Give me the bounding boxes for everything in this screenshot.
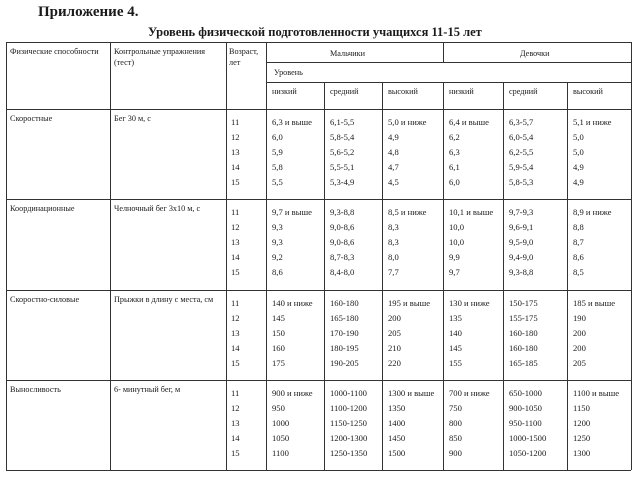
header-age: Возраст, лет [229,47,259,67]
table-cell: 5,9 [272,147,283,157]
age-cell: 13 [231,328,240,338]
col-divider-level-4 [503,82,504,470]
table-cell: 8,6 [573,252,584,262]
age-cell: 15 [231,177,240,187]
table-cell: 950-1100 [509,418,542,428]
table-cell: 165-180 [330,313,359,323]
age-cell: 11 [231,298,240,308]
header-line-gender [266,62,631,63]
col-divider-level-1 [324,82,325,470]
age-cell: 14 [231,433,240,443]
table-cell: 6,0 [449,177,460,187]
table-cell: 8,7 [573,237,584,247]
header-line-level [266,82,631,83]
age-cell: 11 [231,117,240,127]
age-cell: 11 [231,388,240,398]
row-test: Прыжки в длину с места, см [114,295,214,304]
age-cell: 14 [231,252,240,262]
table-cell: 9,7 [449,267,460,277]
age-cell: 13 [231,147,240,157]
table-cell: 9,3-8,8 [330,207,355,217]
age-cell: 15 [231,267,240,277]
row-divider-4 [6,380,631,381]
table-cell: 8,5 и ниже [388,207,427,217]
row-ability: Скоростные [10,114,53,123]
table-cell: 1100 [272,448,289,458]
table-cell: 6,2-5,5 [509,147,534,157]
table-cell: 220 [388,358,401,368]
col-divider-level-2 [382,82,383,470]
row-divider-2 [6,199,631,200]
table-cell: 5,1 и ниже [573,117,612,127]
table-cell: 145 [272,313,285,323]
table-cell: 7,7 [388,267,399,277]
age-cell: 15 [231,448,240,458]
table-cell: 200 [573,343,586,353]
table-cell: 5,5 [272,177,283,187]
table-cell: 200 [388,313,401,323]
table-cell: 8,8 [573,222,584,232]
table-cell: 1000-1500 [509,433,547,443]
age-cell: 12 [231,403,240,413]
table-cell: 190-205 [330,358,359,368]
table-cell: 9,3-8,8 [509,267,534,277]
table-cell: 8,9 и ниже [573,207,612,217]
table-cell: 6,0-5,4 [509,132,534,142]
table-cell: 200 [573,328,586,338]
col-divider-ability [110,42,111,470]
table-cell: 1000-1100 [330,388,367,398]
table-cell: 8,7-8,3 [330,252,355,262]
table-cell: 1150-1250 [330,418,367,428]
header-level-2: средний [330,87,359,96]
table-cell: 155 [449,358,462,368]
table-cell: 9,6-9,1 [509,222,534,232]
table-cell: 160-180 [509,343,538,353]
table-cell: 4,8 [388,147,399,157]
table-cell: 5,0 [573,147,584,157]
table-cell: 5,8-5,4 [330,132,355,142]
age-cell: 14 [231,343,240,353]
header-level-6: высокий [573,87,603,96]
header-test: Контрольные упражнения (тест) [114,47,206,67]
age-cell: 12 [231,313,240,323]
table-cell: 1300 [573,448,591,458]
table-cell: 1100 и выше [573,388,620,398]
table-cell: 9,0-8,6 [330,222,355,232]
table-cell: 5,3-4,9 [330,177,355,187]
table-cell: 1000 [272,418,290,428]
age-cell: 14 [231,162,240,172]
table-cell: 5,8 [272,162,283,172]
table-cell: 160 [272,343,285,353]
table-cell: 1350 [388,403,406,413]
table-cell: 5,5-5,1 [330,162,355,172]
col-divider-test [226,42,227,470]
row-divider-3 [6,290,631,291]
age-cell: 12 [231,222,240,232]
table-cell: 8,3 [388,237,399,247]
table-cell: 10,0 [449,222,465,232]
table-cell: 900-1050 [509,403,542,413]
table-cell: 8,4-8,0 [330,267,355,277]
table-cell: 150-175 [509,298,538,308]
age-cell: 15 [231,358,240,368]
table-cell: 4,9 [573,162,584,172]
table-cell: 1300 и выше [388,388,435,398]
table-cell: 5,6-5,2 [330,147,355,157]
table-cell: 1250-1350 [330,448,368,458]
table-cell: 10,0 [449,237,465,247]
table-cell: 5,9-5,4 [509,162,534,172]
table-cell: 190 [573,313,586,323]
table-cell: 1450 [388,433,406,443]
table-cell: 170-190 [330,328,359,338]
row-ability: Выносливость [10,385,61,394]
row-test: Челночный бег 3х10 м, с [114,204,201,213]
table-cell: 1200-1300 [330,433,368,443]
header-boys: Мальчики [330,49,366,58]
table-cell: 8,3 [388,222,399,232]
table-cell: 5,0 [573,132,584,142]
table-cell: 9,0-8,6 [330,237,355,247]
col-divider-level-3 [443,82,444,470]
table-cell: 6,2 [449,132,460,142]
table-cell: 9,9 [449,252,460,262]
table-cell: 6,3-5,7 [509,117,534,127]
table-cell: 8,5 [573,267,584,277]
table-cell: 750 [449,403,462,413]
table-cell: 160-180 [509,328,538,338]
table-cell: 5,0 и ниже [388,117,427,127]
table-cell: 9,7 и выше [272,207,312,217]
table-cell: 6,3 [449,147,460,157]
table-cell: 210 [388,343,401,353]
age-cell: 12 [231,132,240,142]
table-cell: 6,1-5,5 [330,117,355,127]
table-border-right [631,42,632,470]
table-cell: 150 [272,328,285,338]
table-cell: 9,3 [272,237,283,247]
table-cell: 165-185 [509,358,538,368]
header-level-1: низкий [272,87,297,96]
age-cell: 11 [231,207,240,217]
table-cell: 1200 [573,418,591,428]
table-cell: 160-180 [330,298,359,308]
table-cell: 1150 [573,403,590,413]
header-ability: Физические способности [10,47,99,56]
table-cell: 9,3 [272,222,283,232]
table-cell: 1050-1200 [509,448,547,458]
table-cell: 1500 [388,448,406,458]
table-cell: 145 [449,343,462,353]
table-cell: 5,8-5,3 [509,177,534,187]
table-cell: 155-175 [509,313,538,323]
table-cell: 1050 [272,433,290,443]
header-divider-gender [443,42,444,62]
table-cell: 8,0 [388,252,399,262]
table-cell: 650-1000 [509,388,542,398]
table-title: Уровень физической подготовленности учащихся 11-15 лет [148,25,482,39]
header-level-3: высокий [388,87,418,96]
row-divider-1 [6,109,631,110]
row-ability: Координационные [10,204,75,213]
appendix-heading: Приложение 4. [38,4,139,20]
table-cell: 800 [449,418,462,428]
table-cell: 850 [449,433,462,443]
table-cell: 9,2 [272,252,283,262]
table-cell: 950 [272,403,285,413]
table-cell: 175 [272,358,285,368]
table-cell: 900 и ниже [272,388,313,398]
table-cell: 9,4-9,0 [509,252,534,262]
table-cell: 8,6 [272,267,283,277]
table-cell: 130 и ниже [449,298,490,308]
col-divider-level-5 [567,82,568,470]
table-border-top [6,42,631,43]
table-border-bottom [6,470,631,471]
table-cell: 4,5 [388,177,399,187]
table-cell: 135 [449,313,462,323]
table-border-left [6,42,7,470]
age-cell: 13 [231,237,240,247]
header-level-5: средний [509,87,538,96]
table-cell: 195 и выше [388,298,431,308]
table-cell: 6,1 [449,162,460,172]
row-ability: Скоростно-силовые [10,295,80,304]
header-level: Уровень [274,68,303,77]
table-cell: 140 [449,328,462,338]
table-cell: 140 и ниже [272,298,313,308]
row-test: Бег 30 м, с [114,114,151,123]
age-cell: 13 [231,418,240,428]
table-cell: 9,7-9,3 [509,207,534,217]
header-girls: Девочки [520,49,550,58]
table-cell: 1100-1200 [330,403,367,413]
table-cell: 185 и выше [573,298,616,308]
table-cell: 9,5-9,0 [509,237,534,247]
table-cell: 180-195 [330,343,359,353]
header-level-4: низкий [449,87,474,96]
table-cell: 205 [573,358,586,368]
table-cell: 1250 [573,433,591,443]
table-cell: 4,7 [388,162,399,172]
col-divider-age [266,42,267,470]
table-cell: 700 и ниже [449,388,490,398]
row-test: 6- минутный бег, м [114,385,181,394]
table-cell: 10,1 и выше [449,207,494,217]
table-cell: 205 [388,328,401,338]
table-cell: 4,9 [388,132,399,142]
table-cell: 4,9 [573,177,584,187]
table-cell: 1400 [388,418,406,428]
table-cell: 6,0 [272,132,283,142]
table-cell: 6,4 и выше [449,117,489,127]
table-cell: 6,3 и выше [272,117,312,127]
table-cell: 900 [449,448,462,458]
